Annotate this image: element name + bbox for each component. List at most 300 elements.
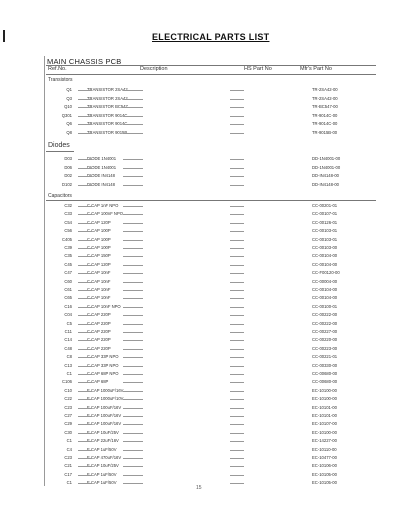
- blank-field-dash: [123, 332, 143, 333]
- row-part-number: TR-BC547-00: [312, 104, 338, 109]
- section-label-capacitors: Capacitors: [48, 193, 72, 199]
- blank-field-dash: [78, 349, 92, 350]
- table-row: [46, 253, 376, 260]
- row-ref: D03: [64, 156, 72, 161]
- blank-field-dash: [230, 458, 244, 459]
- row-part-number: CC-00004-00: [312, 278, 338, 284]
- table-row: [46, 156, 376, 163]
- blank-field-dash: [123, 357, 143, 358]
- blank-field-dash: [78, 256, 92, 257]
- table-row: [46, 346, 376, 353]
- blank-field-dash: [78, 433, 92, 434]
- blank-field-dash: [230, 256, 244, 257]
- row-part-number: CC-00103-01: [312, 236, 338, 242]
- table-row: [46, 421, 376, 428]
- blank-field-dash: [78, 273, 92, 274]
- blank-field-dash: [230, 265, 244, 266]
- blank-field-dash: [230, 107, 244, 108]
- blank-field-dash: [78, 332, 92, 333]
- row-description: C.CAP 120P: [87, 219, 111, 225]
- row-ref: C23: [64, 455, 72, 460]
- blank-field-dash: [123, 107, 143, 108]
- row-ref: Q1: [66, 87, 72, 92]
- blank-field-dash: [123, 408, 143, 409]
- blank-field-dash: [123, 450, 143, 451]
- table-row: [46, 329, 376, 336]
- table-row: [46, 430, 376, 437]
- blank-field-dash: [230, 298, 244, 299]
- row-ref: C27: [64, 413, 72, 418]
- blank-field-dash: [230, 340, 244, 341]
- blank-field-dash: [78, 116, 92, 117]
- row-ref: C17: [64, 471, 72, 477]
- row-description: E.CAP 100uF/16V: [87, 413, 122, 418]
- row-ref: C1: [66, 438, 72, 444]
- row-ref: C21: [64, 463, 72, 469]
- blank-field-dash: [230, 231, 244, 232]
- row-ref: C60: [64, 278, 72, 284]
- row-description: E.CAP 1000uF/16V: [87, 387, 124, 393]
- row-description: E.CAP 1uF/50V: [87, 480, 117, 486]
- row-description: E.CAP 470uF/16V: [87, 455, 122, 460]
- row-ref: C16: [64, 303, 72, 309]
- blank-field-dash: [78, 408, 92, 409]
- table-row: [46, 438, 376, 445]
- row-description: C.CAP 10nF: [87, 295, 111, 301]
- row-ref: C30: [64, 429, 72, 435]
- table-row: [46, 262, 376, 269]
- row-description: TRANSISTOR 9014C: [87, 121, 128, 126]
- blank-field-dash: [123, 176, 143, 177]
- row-part-number: EC-10106-00: [312, 463, 337, 469]
- blank-field-dash: [123, 168, 143, 169]
- blank-field-dash: [123, 248, 143, 249]
- row-description: C.CAP 120P: [87, 261, 111, 267]
- header-bottom-rule: [46, 74, 376, 75]
- row-part-number: EC-10477-00: [312, 455, 337, 460]
- blank-field-dash: [230, 357, 244, 358]
- blank-field-dash: [230, 366, 244, 367]
- blank-field-dash: [78, 483, 92, 484]
- row-part-number: TR-9015B-00: [312, 129, 338, 135]
- blank-field-dash: [78, 185, 92, 186]
- row-ref: C10: [64, 387, 72, 393]
- diodes-underline: [46, 151, 74, 152]
- row-description: C.CAP 10nF: [87, 287, 111, 292]
- table-row: [46, 312, 376, 319]
- blank-field-dash: [123, 214, 143, 215]
- row-ref: Q10: [64, 104, 72, 109]
- row-ref: D06: [64, 164, 72, 170]
- blank-field-dash: [123, 273, 143, 274]
- header-mfr: Mfr's Part No: [300, 66, 332, 72]
- row-description: DIODE 1N4001: [87, 156, 117, 161]
- row-description: C.CAP 33P NPO: [87, 354, 119, 360]
- row-description: C.CAP 220P: [87, 337, 111, 343]
- row-description: TRANSISTOR 9015B: [87, 129, 128, 135]
- table-row: [46, 245, 376, 252]
- header-desc: Description: [140, 66, 168, 72]
- section-label-diodes: Diodes: [48, 142, 70, 149]
- row-ref: C1: [66, 480, 72, 486]
- row-part-number: CC-00201-01: [312, 203, 338, 208]
- blank-field-dash: [123, 374, 143, 375]
- blank-field-dash: [78, 374, 92, 375]
- page-number: 15: [196, 485, 202, 491]
- blank-field-dash: [78, 176, 92, 177]
- blank-field-dash: [123, 99, 143, 100]
- blank-field-dash: [78, 133, 92, 134]
- blank-field-dash: [230, 433, 244, 434]
- blank-field-dash: [78, 324, 92, 325]
- table-row: [46, 104, 376, 111]
- table-row: [46, 270, 376, 277]
- blank-field-dash: [78, 290, 92, 291]
- blank-field-dash: [123, 399, 143, 400]
- table-row: [46, 182, 376, 189]
- row-ref: C45: [64, 261, 72, 267]
- row-ref: C5: [66, 320, 72, 326]
- blank-field-dash: [123, 90, 143, 91]
- blank-field-dash: [123, 256, 143, 257]
- blank-field-dash: [123, 382, 143, 383]
- row-ref: C29: [64, 421, 72, 427]
- blank-field-dash: [230, 223, 244, 224]
- section-label-transistors: Transistors: [48, 77, 73, 83]
- blank-field-dash: [78, 107, 92, 108]
- blank-field-dash: [78, 298, 92, 299]
- blank-field-dash: [123, 466, 143, 467]
- blank-field-dash: [123, 424, 143, 425]
- table-row: [46, 287, 376, 294]
- blank-field-dash: [78, 206, 92, 207]
- row-description: C.CAP 100P: [87, 236, 111, 242]
- table-row: [46, 87, 376, 94]
- table-row: [46, 220, 376, 227]
- row-part-number: EC-10105-00: [312, 480, 337, 486]
- row-ref: D02: [64, 173, 72, 178]
- blank-field-dash: [78, 366, 92, 367]
- blank-field-dash: [123, 433, 143, 434]
- row-ref: C61: [64, 287, 72, 292]
- table-row: [46, 304, 376, 311]
- blank-field-dash: [230, 273, 244, 274]
- row-part-number: EC-10100-00: [312, 396, 337, 402]
- blank-field-dash: [230, 315, 244, 316]
- row-part-number: CC-00107-01: [312, 211, 338, 217]
- blank-field-dash: [230, 307, 244, 308]
- row-description: E.CAP 1000uF/10V: [87, 396, 124, 402]
- blank-field-dash: [78, 391, 92, 392]
- table-row: [46, 472, 376, 479]
- row-part-number: CC-00222-00: [312, 312, 338, 318]
- row-part-number: CC-00103-01: [312, 228, 338, 234]
- table-row: [46, 480, 376, 487]
- row-part-number: CC-00220-00: [312, 337, 338, 343]
- table-row: [46, 413, 376, 420]
- row-description: C.CAP 33P NPO: [87, 362, 119, 368]
- blank-field-dash: [123, 240, 143, 241]
- row-description: C.CAP 10nF NPO: [87, 303, 121, 309]
- blank-field-dash: [78, 159, 92, 160]
- row-part-number: EC-10101-00: [312, 404, 337, 410]
- row-ref: C106: [61, 379, 72, 385]
- blank-field-dash: [78, 441, 92, 442]
- row-part-number: TR-9014C-00: [312, 121, 338, 126]
- blank-field-dash: [78, 265, 92, 266]
- page-title: ELECTRICAL PARTS LIST: [152, 32, 270, 42]
- row-ref: Q301: [61, 112, 72, 118]
- row-part-number: CC-00100-01: [312, 303, 338, 309]
- blank-field-dash: [230, 475, 244, 476]
- blank-field-dash: [230, 124, 244, 125]
- blank-field-dash: [230, 282, 244, 283]
- blank-field-dash: [230, 416, 244, 417]
- table-row: [46, 295, 376, 302]
- table-row: [46, 228, 376, 235]
- row-ref: C8: [66, 354, 72, 360]
- blank-field-dash: [230, 424, 244, 425]
- blank-field-dash: [78, 424, 92, 425]
- blank-field-dash: [230, 441, 244, 442]
- table-row: [46, 388, 376, 395]
- header-hs: HS Part No: [244, 66, 272, 72]
- blank-field-dash: [230, 391, 244, 392]
- table-row: [46, 396, 376, 403]
- blank-field-dash: [230, 240, 244, 241]
- blank-field-dash: [123, 307, 143, 308]
- row-part-number: CC-00104-00: [312, 295, 338, 301]
- blank-field-dash: [78, 416, 92, 417]
- row-part-number: EC-10110-00: [312, 446, 337, 452]
- blank-field-dash: [78, 240, 92, 241]
- blank-field-dash: [230, 332, 244, 333]
- blank-field-dash: [78, 315, 92, 316]
- blank-field-dash: [230, 185, 244, 186]
- blank-field-dash: [230, 206, 244, 207]
- blank-field-dash: [123, 290, 143, 291]
- row-part-number: CC-00223-00: [312, 345, 338, 351]
- blank-field-dash: [230, 133, 244, 134]
- row-part-number: CC-00227-00: [312, 329, 338, 334]
- row-description: C.CAP 1nF NPO: [87, 203, 119, 208]
- row-description: C.CAP 150P: [87, 253, 111, 259]
- row-part-number: CC-00222-00: [312, 320, 338, 326]
- blank-field-dash: [230, 374, 244, 375]
- blank-field-dash: [230, 248, 244, 249]
- row-ref: C14: [64, 337, 72, 343]
- row-description: TRANSISTOR BC547: [87, 104, 128, 109]
- header-ref: Ref.No.: [48, 66, 67, 72]
- blank-field-dash: [230, 408, 244, 409]
- blank-field-dash: [123, 116, 143, 117]
- row-ref: C405: [61, 236, 72, 242]
- row-part-number: CC-00680-00: [312, 379, 338, 385]
- table-row: [46, 405, 376, 412]
- blank-field-dash: [78, 307, 92, 308]
- row-part-number: DD-1N4001-00: [312, 156, 341, 161]
- blank-field-dash: [230, 99, 244, 100]
- row-part-number: CC-00103-00: [312, 245, 338, 250]
- blank-field-dash: [230, 483, 244, 484]
- blank-field-dash: [78, 231, 92, 232]
- blank-field-dash: [123, 475, 143, 476]
- blank-field-dash: [78, 214, 92, 215]
- blank-field-dash: [123, 185, 143, 186]
- row-description: E.CAP 10uF/25V: [87, 429, 119, 435]
- table-row: [46, 337, 376, 344]
- row-description: C.CAP 10nF: [87, 270, 111, 276]
- row-part-number: TR-2SA42-00: [312, 95, 338, 101]
- row-description: E.CAP 100uF/16V: [87, 404, 122, 410]
- blank-field-dash: [78, 458, 92, 459]
- blank-field-dash: [230, 450, 244, 451]
- blank-field-dash: [123, 159, 143, 160]
- row-ref: C56: [64, 228, 72, 234]
- row-ref: C11: [64, 329, 72, 334]
- row-part-number: CC-F00120-00: [312, 270, 340, 276]
- table-row: [46, 203, 376, 210]
- blank-field-dash: [230, 90, 244, 91]
- table-row: [46, 447, 376, 454]
- blank-field-dash: [78, 475, 92, 476]
- table-row: [46, 463, 376, 470]
- blank-field-dash: [123, 206, 143, 207]
- table-row: [46, 363, 376, 370]
- blank-field-dash: [123, 265, 143, 266]
- blank-field-dash: [78, 382, 92, 383]
- row-ref: C4: [66, 446, 72, 452]
- row-ref: D102: [61, 181, 72, 187]
- blank-field-dash: [123, 315, 143, 316]
- blank-field-dash: [230, 399, 244, 400]
- row-description: C.CAP 100P: [87, 228, 111, 234]
- table-row: [46, 455, 376, 462]
- blank-field-dash: [123, 324, 143, 325]
- blank-field-dash: [123, 298, 143, 299]
- table-row: [46, 379, 376, 386]
- row-part-number: CC-00104-00: [312, 253, 338, 259]
- row-part-number: DD-IN4148-00: [312, 181, 339, 187]
- row-ref: Q3: [66, 95, 72, 101]
- row-part-number: TR-2SA42-00: [312, 87, 338, 92]
- blank-field-dash: [230, 176, 244, 177]
- blank-field-dash: [123, 282, 143, 283]
- table-row: [46, 321, 376, 328]
- blank-field-dash: [123, 483, 143, 484]
- blank-field-dash: [123, 391, 143, 392]
- blank-field-dash: [123, 366, 143, 367]
- row-description: C.CAP 220P: [87, 329, 111, 334]
- row-ref: C35: [64, 253, 72, 259]
- row-ref: C54: [64, 219, 72, 225]
- row-ref: C04: [64, 312, 72, 318]
- blank-field-dash: [78, 466, 92, 467]
- row-part-number: DD-1N4001-00: [312, 164, 341, 170]
- row-ref: C32: [64, 203, 72, 208]
- row-description: DIODE IN4148: [87, 173, 115, 178]
- blank-field-dash: [230, 349, 244, 350]
- row-part-number: EC-10107-00: [312, 421, 337, 427]
- blank-field-dash: [78, 450, 92, 451]
- blank-field-dash: [78, 399, 92, 400]
- row-description: E.CAP 100uF/16V: [87, 421, 122, 427]
- blank-field-dash: [78, 223, 92, 224]
- row-ref: C48: [64, 345, 72, 351]
- blank-field-dash: [123, 458, 143, 459]
- table-row: [46, 173, 376, 180]
- table-row: [46, 211, 376, 218]
- row-description: C.CAP 220P: [87, 312, 111, 318]
- table-row: [46, 121, 376, 128]
- row-ref: C13: [64, 362, 72, 368]
- row-part-number: EC-10105-00: [312, 471, 337, 477]
- row-description: E.CAP 1uF/50V: [87, 471, 117, 477]
- row-description: E.CAP 22uF/16V: [87, 438, 119, 444]
- row-description: TRANSISTOR 9014C: [87, 112, 128, 118]
- blank-field-dash: [123, 441, 143, 442]
- blank-field-dash: [78, 90, 92, 91]
- row-part-number: CC-00126-01: [312, 219, 338, 225]
- row-ref: Q8: [66, 129, 72, 135]
- blank-field-dash: [230, 214, 244, 215]
- row-description: DIODE IN4148: [87, 181, 115, 187]
- table-row: [46, 279, 376, 286]
- row-part-number: CC-00680-00: [312, 371, 338, 376]
- row-description: C.CAP 220P: [87, 320, 111, 326]
- blank-field-dash: [230, 116, 244, 117]
- row-part-number: EC-10101-00: [312, 413, 337, 418]
- blank-field-dash: [78, 168, 92, 169]
- row-part-number: EC-10100-00: [312, 429, 337, 435]
- row-description: C.CAP 100nF NPO: [87, 211, 123, 217]
- row-description: TRANSISTOR 2SA42: [87, 95, 128, 101]
- row-description: DIODE 1N4001: [87, 164, 117, 170]
- row-part-number: CC-00330-00: [312, 362, 338, 368]
- blank-field-dash: [123, 340, 143, 341]
- blank-field-dash: [78, 99, 92, 100]
- table-row: [46, 96, 376, 103]
- blank-field-dash: [230, 290, 244, 291]
- row-ref: Q6: [66, 121, 72, 126]
- row-ref: C22: [64, 396, 72, 402]
- table-row: [46, 371, 376, 378]
- capacitors-rule: [46, 200, 376, 201]
- row-description: TRANSISTOR 2SA42: [87, 87, 128, 92]
- blank-field-dash: [123, 223, 143, 224]
- row-part-number: CC-00221-01: [312, 354, 338, 360]
- row-ref: C39: [64, 245, 72, 250]
- row-part-number: DD-IN4148-00: [312, 173, 339, 178]
- table-row: [46, 130, 376, 137]
- row-part-number: CC-00104-00: [312, 287, 338, 292]
- blank-field-dash: [78, 124, 92, 125]
- row-description: C.CAP 10nF: [87, 278, 111, 284]
- margin-mark: [3, 30, 5, 42]
- row-part-number: EC-14227-00: [312, 438, 337, 444]
- row-part-number: TR-9014C-00: [312, 112, 338, 118]
- blank-field-dash: [123, 124, 143, 125]
- table-row: [46, 354, 376, 361]
- blank-field-dash: [78, 357, 92, 358]
- blank-field-dash: [78, 340, 92, 341]
- blank-field-dash: [123, 349, 143, 350]
- section-heading: MAIN CHASSIS PCB: [47, 57, 122, 66]
- row-ref: C1: [66, 371, 72, 376]
- blank-field-dash: [230, 324, 244, 325]
- row-ref: C23: [64, 404, 72, 410]
- row-description: C.CAP 68P NPO: [87, 371, 119, 376]
